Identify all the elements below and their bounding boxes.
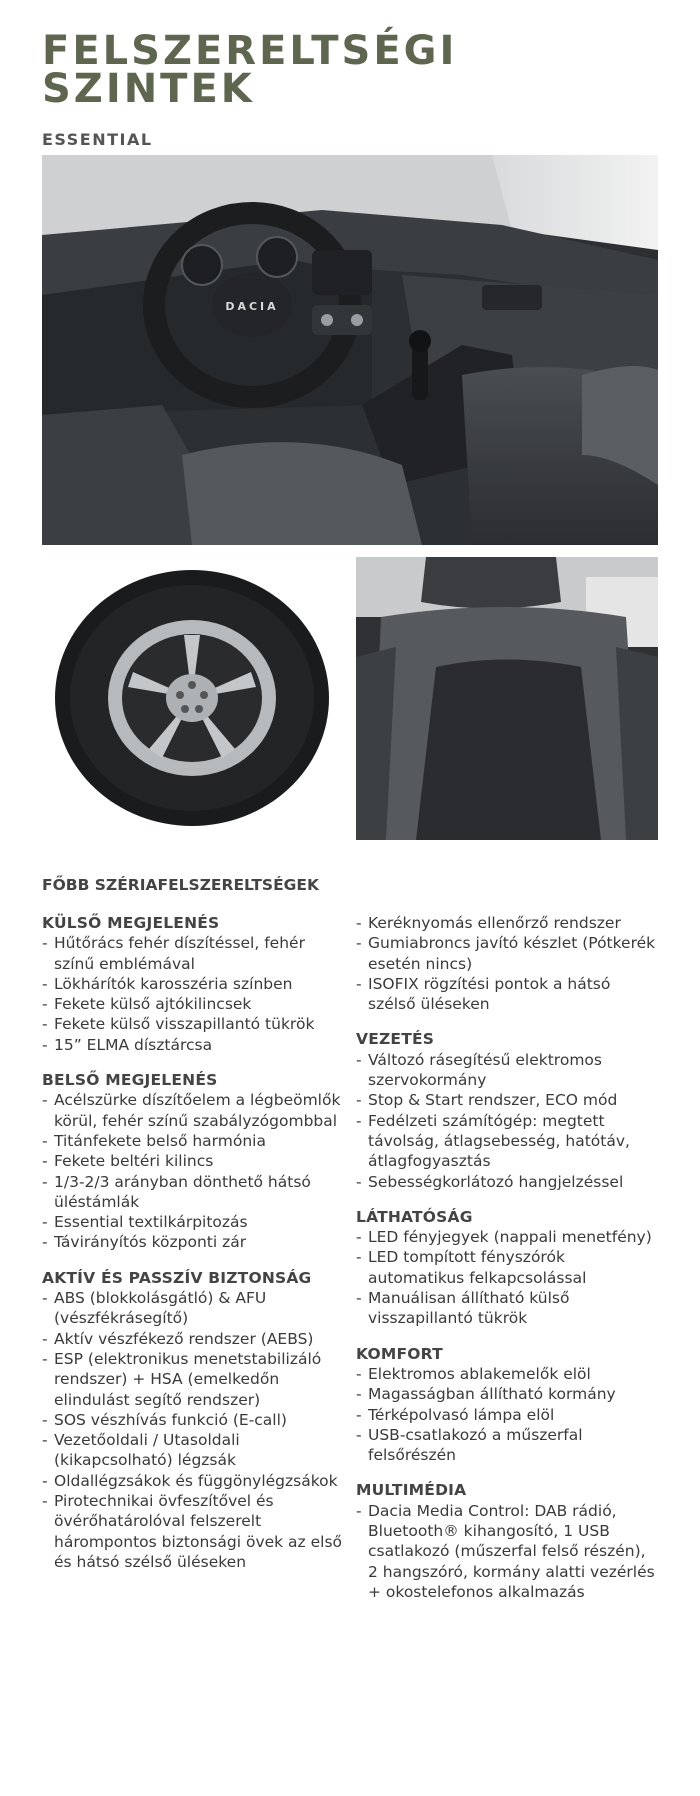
list-item: - Stop & Start rendszer, ECO mód (356, 1090, 658, 1110)
group-heading: AKTÍV ÉS PASSZÍV BIZTONSÁG (42, 1268, 312, 1287)
list-item: - Változó rásegítésű elektromos szervokormány (356, 1050, 658, 1091)
group-heading: MULTIMÉDIA (356, 1481, 467, 1500)
group-heading: KÜLSŐ MEGJELENÉS (42, 914, 220, 932)
list-item: - ISOFIX rögzítési pontok a hátsó szélső üléseken (356, 974, 658, 1015)
list-item: - Keréknyomás ellenőrző rendszer (356, 913, 658, 933)
equipment-group-safety (42, 1268, 342, 1572)
equipment-group-exterior (42, 913, 342, 1055)
list-item: - Acélszürke díszítőelem a légbeömlők körül, fehér színű szabályzógombbal (42, 1090, 342, 1131)
wheel-cover-photo (42, 557, 342, 840)
equipment-group-safety-continued (356, 913, 658, 1014)
interior-photo (42, 155, 658, 545)
list-item: - 1/3-2/3 arányban dönthető hátsó üléstámlák (42, 1172, 342, 1213)
equipment-group-driving (356, 1029, 658, 1191)
left-column (42, 913, 342, 1587)
equipment-group-interior (42, 1070, 342, 1253)
page-title (42, 28, 458, 112)
list-item: - Lökhárítók karosszéria színben (42, 974, 342, 994)
steering-wheel-logo: DACIA (225, 300, 279, 313)
list-item: - Magasságban állítható kormány (356, 1384, 658, 1404)
list-item: - Pirotechnikai övfeszítővel és övérőhatárolóval felszerelt hárompontos biztonsági övek az első és hátsó szélső üléseken (42, 1491, 342, 1572)
seat-upholstery-photo (356, 557, 658, 840)
list-item: - Fedélzeti számítógép: megtett távolság, átlagsebesség, hatótáv, átlagfogyasztás (356, 1111, 658, 1172)
list-item: - Sebességkorlátozó hangjelzéssel (356, 1172, 658, 1192)
list-item: - 15” ELMA dísztárcsa (42, 1035, 342, 1055)
list-item: - Aktív vészfékező rendszer (AEBS) (42, 1329, 342, 1349)
trim-level-label: ESSENTIAL (42, 130, 153, 149)
list-item: - Távirányítós központi zár (42, 1232, 342, 1252)
list-item: - SOS vészhívás funkció (E-call) (42, 1410, 342, 1430)
equipment-group-visibility (356, 1207, 658, 1329)
list-item: - Fekete beltéri kilincs (42, 1151, 342, 1171)
list-item: - Hűtőrács fehér díszítéssel, fehér színű emblémával (42, 933, 342, 974)
page-title-line-1: FELSZERELTSÉGI (42, 28, 458, 74)
equipment-group-comfort (356, 1344, 658, 1466)
list-item: - Fekete külső ajtókilincsek (42, 994, 342, 1014)
group-heading: KOMFORT (356, 1344, 443, 1363)
list-item: - ABS (blokkolásgátló) & AFU (vészfékrásegítő) (42, 1288, 342, 1329)
list-item: - Manuálisan állítható külső visszapillantó tükrök (356, 1288, 658, 1329)
group-heading: BELSŐ MEGJELENÉS (42, 1071, 218, 1090)
list-item: - ESP (elektronikus menetstabilizáló rendszer) + HSA (emelkedőn elindulást segítő rendszer) (42, 1349, 342, 1410)
page-title-line-2: SZINTEK (42, 66, 255, 112)
list-item: - Vezetőoldali / Utasoldali (kikapcsolható) légzsák (42, 1430, 342, 1471)
list-item: - Gumiabroncs javító készlet (Pótkerék esetén nincs) (356, 933, 658, 974)
group-heading: LÁTHATÓSÁG (356, 1207, 473, 1226)
right-column (356, 913, 658, 1617)
list-item: - Elektromos ablakemelők elöl (356, 1364, 658, 1384)
list-item: - Fekete külső visszapillantó tükrök (42, 1014, 342, 1034)
list-item: - LED fényjegyek (nappali menetfény) (356, 1227, 658, 1247)
list-item: - LED tompított fényszórók automatikus felkapcsolással (356, 1247, 658, 1288)
list-item: - Essential textilkárpitozás (42, 1212, 342, 1232)
list-item: - USB-csatlakozó a műszerfal felsőrészén (356, 1425, 658, 1466)
list-item: - Térképolvasó lámpa elöl (356, 1405, 658, 1425)
section-title: FŐBB SZÉRIAFELSZERELTSÉGEK (42, 876, 320, 894)
group-heading: VEZETÉS (356, 1030, 435, 1049)
equipment-group-multimedia (356, 1480, 658, 1602)
list-item: - Titánfekete belső harmónia (42, 1131, 342, 1151)
list-item: - Dacia Media Control: DAB rádió, Bluetooth® kihangosító, 1 USB csatlakozó (műszerfal felső részén), 2 hangszóró, kormány alatti vezérlés + okostelefonos alkalmazás (356, 1501, 658, 1602)
list-item: - Oldallégzsákok és függönylégzsákok (42, 1471, 342, 1491)
